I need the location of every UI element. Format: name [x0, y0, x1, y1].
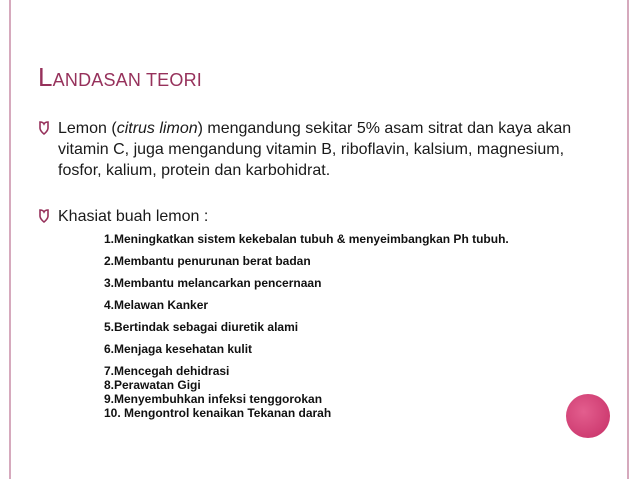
title-rest: ANDASAN TEORI	[52, 70, 202, 90]
list-item: 9.Menyembuhkan infeksi tenggorokan	[104, 392, 323, 406]
title-first-letter: L	[38, 62, 53, 92]
bullet-text	[58, 118, 598, 181]
slide-title	[38, 62, 202, 93]
pink-circle-decoration	[566, 394, 610, 438]
list-item: 5.Bertindak sebagai diuretik alami	[104, 320, 299, 334]
bullet-text: Khasiat buah lemon :	[58, 208, 209, 225]
list-item: 8.Perawatan Gigi	[104, 378, 201, 392]
list-item: 7.Mencegah dehidrasi	[104, 364, 230, 378]
bullet-khasiat	[38, 206, 598, 227]
list-item: 10. Mengontrol kenaikan Tekanan darah	[104, 406, 332, 420]
list-item: 6.Menjaga kesehatan kulit	[104, 342, 253, 356]
bullet-text-end: ) mengandung sekitar 5% asam sitrat dan kaya akan vitamin C, juga mengandung vitamin B, riboflavin, kalsium, magnesium, fosfor, kalium, protein dan karbohidrat.	[58, 120, 572, 179]
list-item: 4.Melawan Kanker	[104, 298, 209, 312]
list-item: 1.Meningkatkan sistem kekebalan tubuh & menyeimbangkan Ph tubuh.	[104, 232, 509, 246]
ornamental-bullet-icon	[38, 209, 50, 223]
list-item: 2.Membantu penurunan berat badan	[104, 254, 311, 268]
ornamental-bullet-icon	[38, 121, 50, 135]
list-item: 3.Membantu melancarkan pencernaan	[104, 276, 322, 290]
bullet-text-start: Lemon (	[58, 120, 117, 137]
benefit-list	[104, 232, 584, 420]
right-border-line	[627, 0, 629, 479]
left-border-line	[9, 0, 11, 479]
bullet-lemon-description	[38, 118, 598, 181]
bullet-text-italic: citrus limon	[116, 120, 198, 137]
